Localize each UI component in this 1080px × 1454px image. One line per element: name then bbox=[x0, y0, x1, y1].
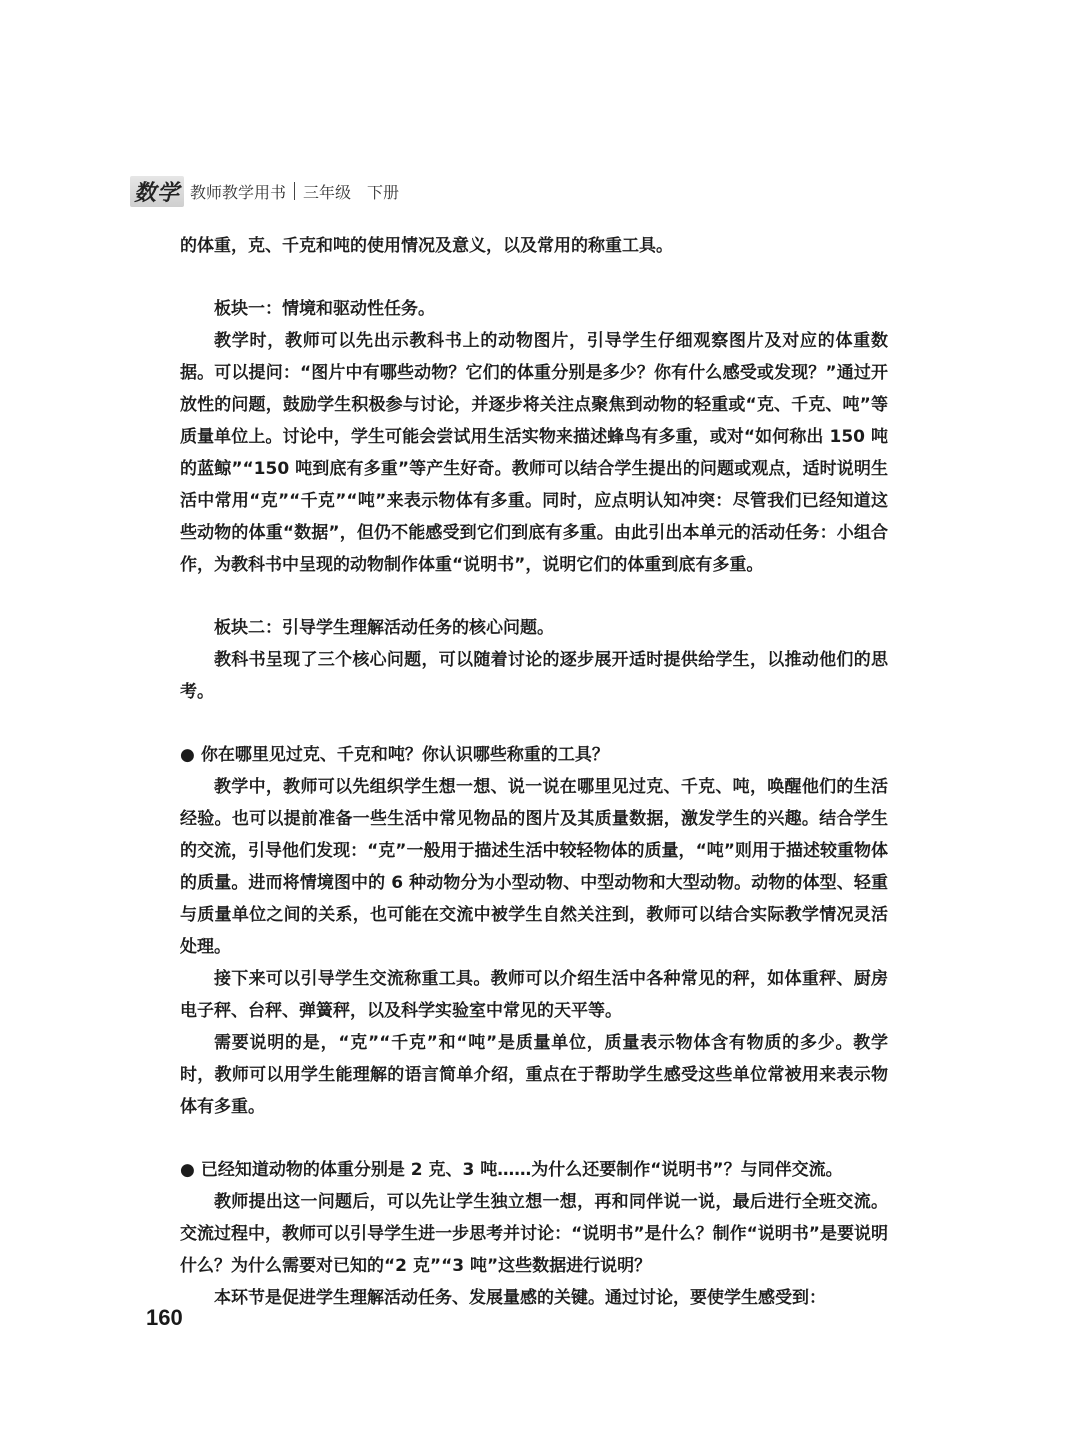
bullet-icon: ● bbox=[180, 745, 195, 765]
section-heading-1: 板块一：情境和驱动性任务。 bbox=[214, 299, 435, 319]
question-text-2: 已经知道动物的体重分别是 2 克、3 吨……为什么还要制作“说明书”？与同伴交流。 bbox=[200, 1160, 843, 1180]
paragraph-section-1: 教学时，教师可以先出示教科书上的动物图片，引导学生仔细观察图片及对应的体重数据。可以提问：“图片中有哪些动物？它们的体重分别是多少？你有什么感受或发现？”通过开放性的问题，鼓励学生积极参与讨论，并逐步将关注点聚焦到动物的轻重或“克、千克、吨”等质量单位上。讨论中，学生可能会尝试用生活实物来描述蜂鸟有多重，或对“如何称出 150 吨的蓝鲸”“150 吨到底有多重”等产生好奇。教师可以结合学生提出的问题或观点，适时说明生活中常用“克”“千克”“吨”来表示物体有多重。同时，应点明认知冲突：尽管我们已经知道这些动物的体重“数据”，但仍不能感受到它们到底有多重。由此引出本单元的活动任务：小组合作，为教科书中呈现的动物制作体重“说明书”，说明它们的体重到底有多重。 bbox=[180, 331, 888, 575]
paragraph-question-1-c: 需要说明的是，“克”“千克”和“吨”是质量单位，质量表示物体含有物质的多少。教学时，教师可以用学生能理解的语言简单介绍，重点在于帮助学生感受这些单位常被用来表示物体有多重。 bbox=[180, 1033, 888, 1117]
body-text bbox=[180, 230, 888, 1314]
question-heading-1 bbox=[180, 739, 888, 771]
book-subject-logo: 数学 bbox=[130, 176, 184, 207]
question-text-1: 你在哪里见过克、千克和吨？你认识哪些称重的工具？ bbox=[200, 745, 609, 765]
header-divider bbox=[294, 182, 295, 200]
running-header bbox=[130, 176, 399, 206]
question-heading-2 bbox=[180, 1154, 888, 1186]
paragraph-question-2-b: 本环节是促进学生理解活动任务、发展量感的关键。通过讨论，要使学生感受到： bbox=[214, 1288, 826, 1308]
paragraph-section-2: 教科书呈现了三个核心问题，可以随着讨论的逐步展开适时提供给学生，以推动他们的思考。 bbox=[180, 650, 888, 702]
page-number: 160 bbox=[146, 1305, 183, 1330]
book-title: 教师教学用书 bbox=[190, 182, 287, 202]
paragraph-question-1-b: 接下来可以引导学生交流称重工具。教师可以介绍生活中各种常见的秤，如体重秤、厨房电子秤、台秤、弹簧秤，以及科学实验室中常见的天平等。 bbox=[180, 969, 888, 1021]
book-grade: 三年级 下册 bbox=[303, 182, 400, 202]
section-heading-2: 板块二：引导学生理解活动任务的核心问题。 bbox=[214, 618, 554, 638]
paragraph-intro: 的体重，克、千克和吨的使用情况及意义，以及常用的称重工具。 bbox=[180, 236, 673, 256]
paragraph-question-2-a: 教师提出这一问题后，可以先让学生独立想一想，再和同伴说一说，最后进行全班交流。交流过程中，教师可以引导学生进一步思考并讨论：“说明书”是什么？制作“说明书”是要说明什么？为什么需要对已知的“2 克”“3 吨”这些数据进行说明？ bbox=[180, 1192, 888, 1276]
bullet-icon: ● bbox=[180, 1160, 195, 1180]
paragraph-question-1-a: 教学中，教师可以先组织学生想一想、说一说在哪里见过克、千克、吨，唤醒他们的生活经验。也可以提前准备一些生活中常见物品的图片及其质量数据，激发学生的兴趣。结合学生的交流，引导他们发现：“克”一般用于描述生活中较轻物体的质量，“吨”则用于描述较重物体的质量。进而将情境图中的 6 种动物分为小型动物、中型动物和大型动物。动物的体型、轻重与质量单位之间的关系，也可能在交流中被学生自然关注到，教师可以结合实际教学情况灵活处理。 bbox=[180, 777, 888, 957]
